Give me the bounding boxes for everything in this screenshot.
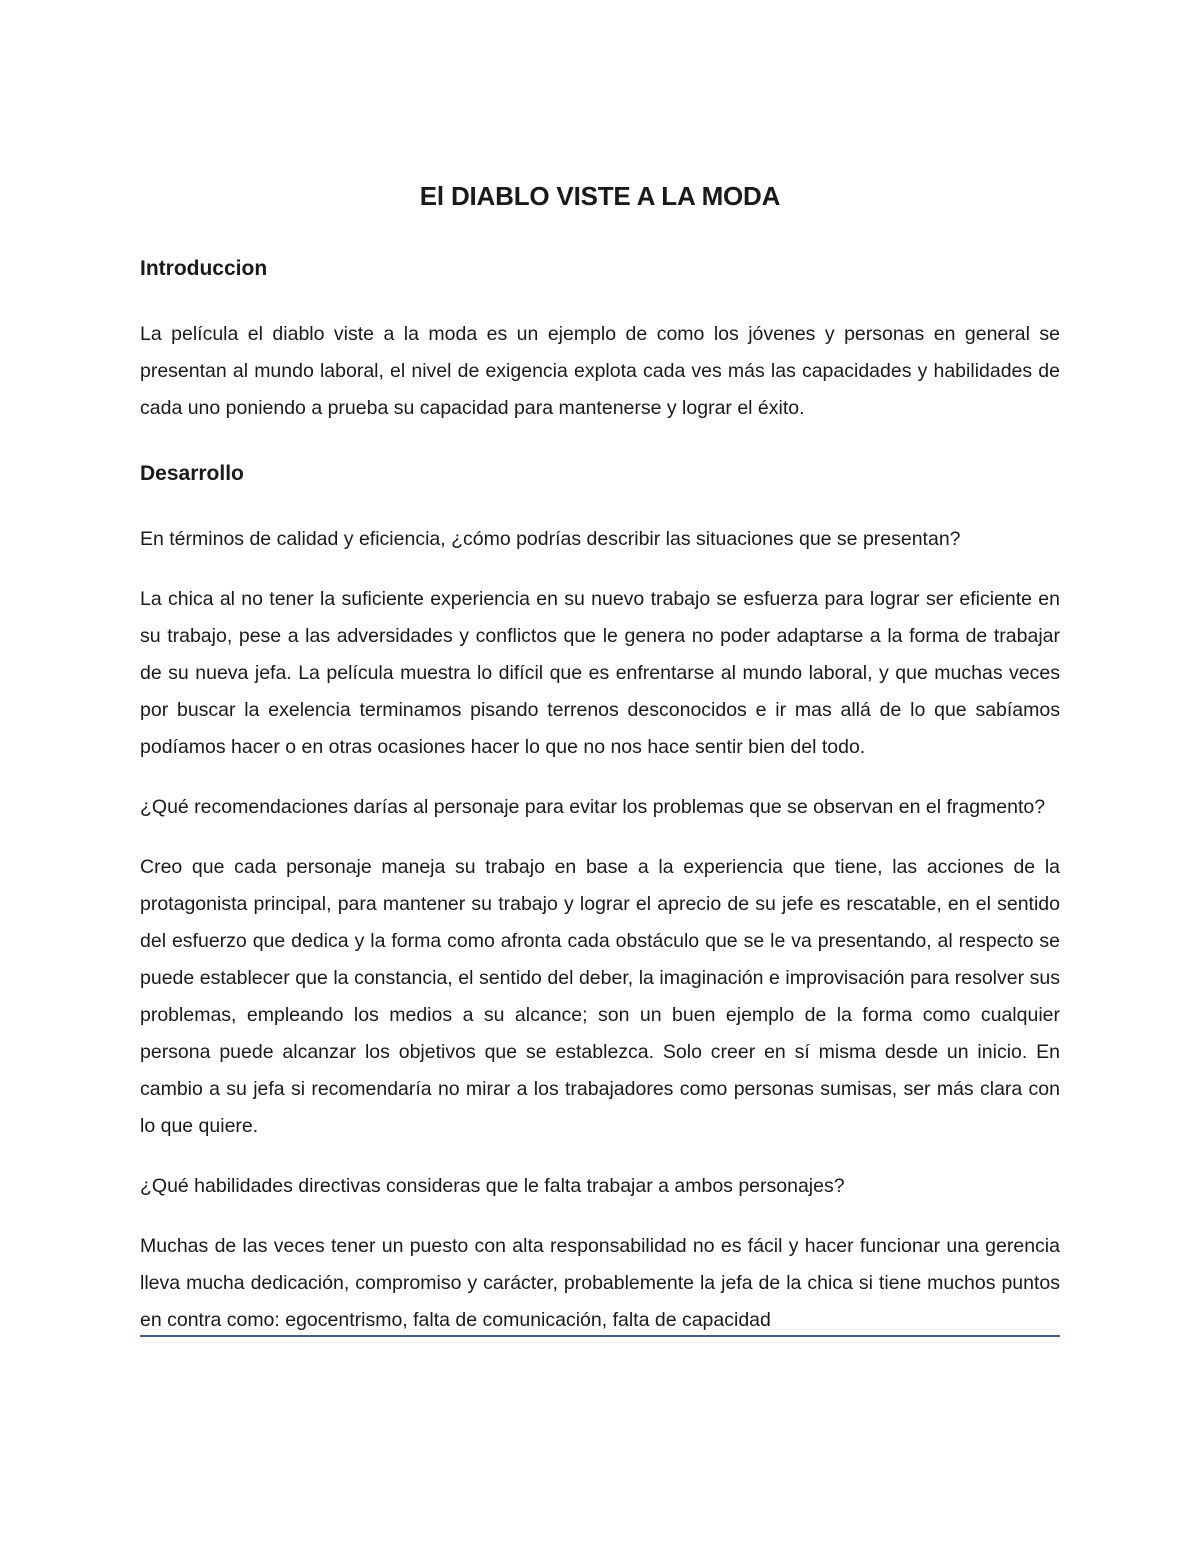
answer-3: Muchas de las veces tener un puesto con alta responsabilidad no es fácil y hacer funcionar una gerencia lleva mucha dedicación, compromiso y carácter, probablemente la jefa de la chica si tiene muchos puntos en contra como: egocentrismo, falta de comunicación, falta de capacidad — [140, 1235, 1060, 1331]
question-1: En términos de calidad y eficiencia, ¿cómo podrías describir las situaciones que se presentan? — [140, 528, 961, 550]
answer-1: La chica al no tener la suficiente experiencia en su nuevo trabajo se esfuerza para lograr ser eficiente en su trabajo, pese a las adversidades y conflictos que le genera no poder adaptarse a la forma de trabajar de su nueva jefa. La película muestra lo difícil que es enfrentarse al mundo laboral, y que muchas veces por buscar la exelencia terminamos pisando terrenos desconocidos e ir mas allá de lo que sabíamos podíamos hacer o en otras ocasiones hacer lo que no nos hace sentir bien del todo. — [140, 588, 1060, 758]
question-2: ¿Qué recomendaciones darías al personaje para evitar los problemas que se observan en el fragmento? — [140, 796, 1046, 818]
development-heading: Desarrollo — [140, 462, 244, 485]
document-title: El DIABLO VISTE A LA MODA — [419, 181, 781, 211]
intro-heading: Introduccion — [140, 257, 268, 280]
document-body — [140, 178, 1060, 1337]
question-3: ¿Qué habilidades directivas consideras que le falta trabajar a ambos personajes? — [140, 1175, 845, 1197]
intro-paragraph: La película el diablo viste a la moda es un ejemplo de como los jóvenes y personas en general se presentan al mundo laboral, el nivel de exigencia explota cada ves más las capacidades y habilidades de cada uno poniendo a prueba su capacidad para mantenerse y lograr el éxito. — [140, 323, 1060, 419]
answer-2: Creo que cada personaje maneja su trabajo en base a la experiencia que tiene, las acciones de la protagonista principal, para mantener su trabajo y lograr el aprecio de su jefe es rescatable, en el sentido del esfuerzo que dedica y la forma como afronta cada obstáculo que se le va presentando, al respecto se puede establecer que la constancia, el sentido del deber, la imaginación e improvisación para resolver sus problemas, empleando los medios a su alcance; son un buen ejemplo de la forma como cualquier persona puede alcanzar los objetivos que se establezca. Solo creer en sí misma desde un inicio. En cambio a su jefa si recomendaría no mirar a los trabajadores como personas sumisas, ser más clara con lo que quiere. — [140, 856, 1060, 1137]
